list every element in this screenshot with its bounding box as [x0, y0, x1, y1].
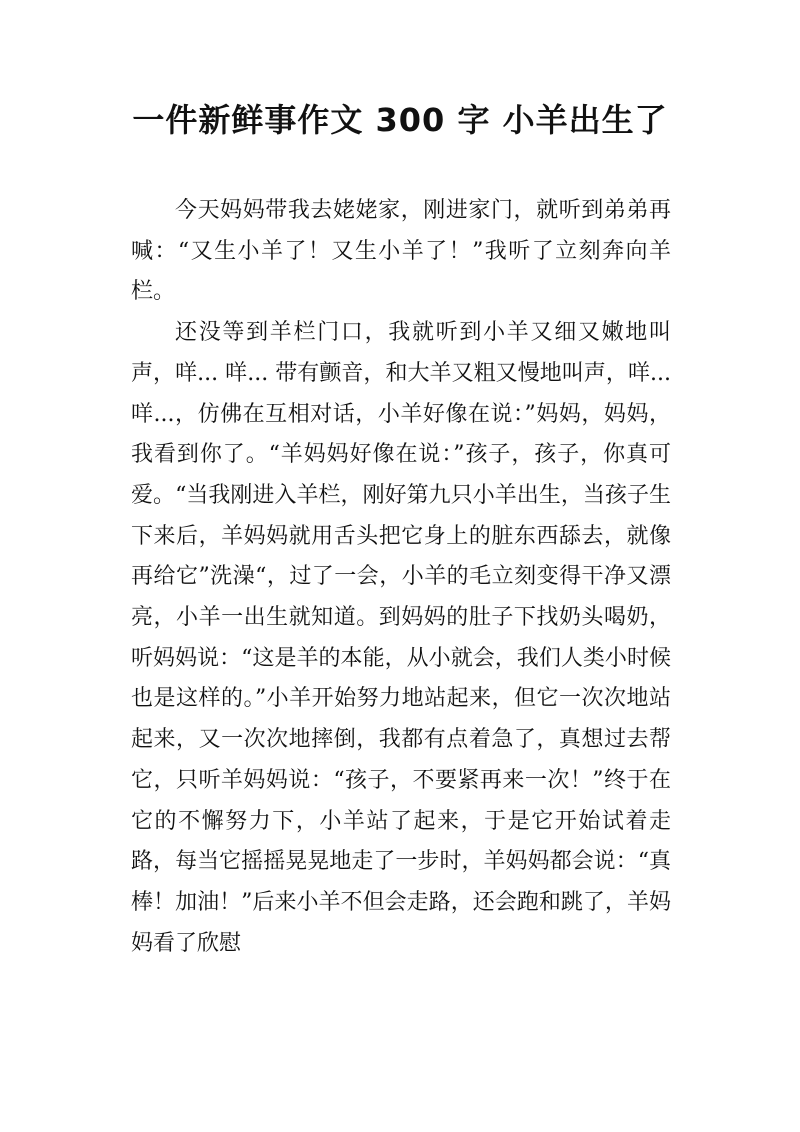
paragraph-1: 今天妈妈带我去姥姥家，刚进家门，就听到弟弟再喊：“又生小羊了！又生小羊了！”我听了立刻奔向羊栏。	[131, 198, 671, 305]
document-title: 一件新鲜事作文 300 字 小羊出生了	[132, 101, 668, 139]
document-body	[131, 191, 671, 964]
paragraph-2: 还没等到羊栏门口，我就听到小羊又细又嫩地叫声，咩... 咩... 带有颤音，和大羊又粗又慢地叫声，咩...咩...，仿佛在互相对话，小羊好像在说：”妈妈，妈妈，我看到你了。“羊妈妈好像在说：”孩子，孩子，你真可爱。“当我刚进入羊栏，刚好第九只小羊出生，当孩子生下来后，羊妈妈就用舌头把它身上的脏东西舔去，就像再给它”洗澡“，过了一会，小羊的毛立刻变得干净又漂亮，小羊一出生就知道。到妈妈的肚子下找奶头喝奶，听妈妈说：“这是羊的本能，从小就会，我们人类小时候也是这样的。”小羊开始努力地站起来，但它一次次地站起来，又一次次地摔倒，我都有点着急了，真想过去帮它，只听羊妈妈说：“孩子，不要紧再来一次！”终于在它的不懈努力下，小羊站了起来，于是它开始试着走路，每当它摇摇晃晃地走了一步时，羊妈妈都会说：“真棒！加油！”后来小羊不但会走路，还会跑和跳了，羊妈妈看了欣慰	[131, 320, 671, 956]
